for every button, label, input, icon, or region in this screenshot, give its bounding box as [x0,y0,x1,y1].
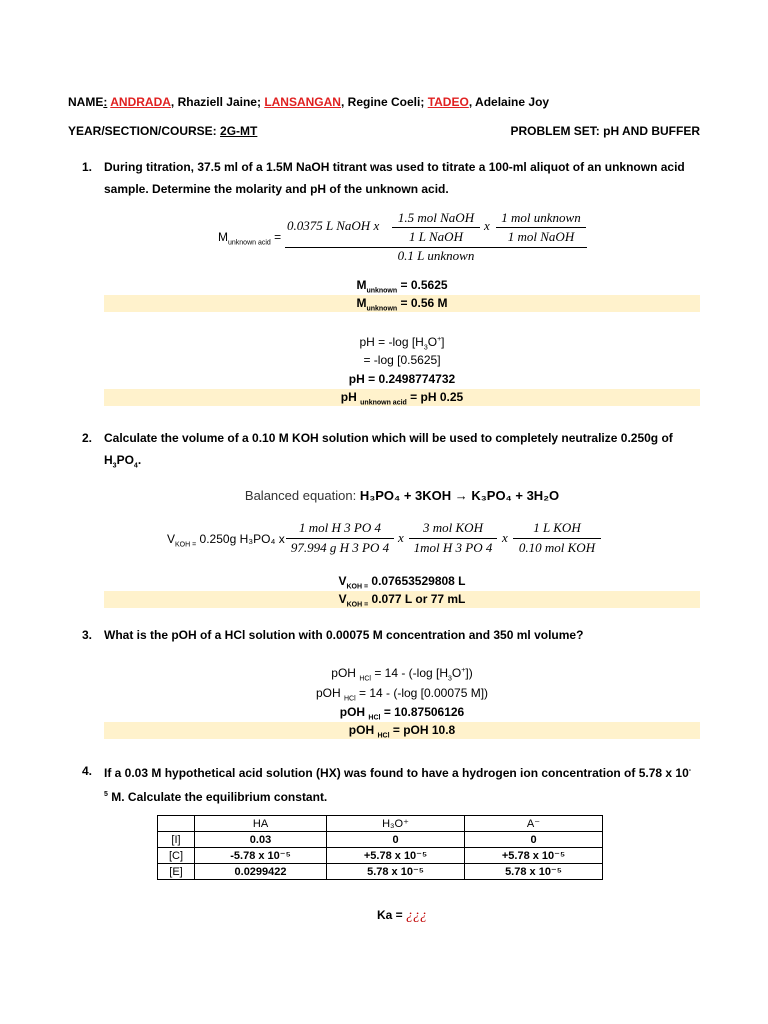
ice-cell: 5.78 x 10⁻⁵ [327,864,465,880]
ice-cell: 0.0299422 [195,864,327,880]
ice-cell: 0.03 [195,832,327,848]
q3-line-1: pOH $_{HCl}$ = 14 - (-log $[H_3O^+]$) [331,666,473,683]
q1-ph-final-highlight: pH $_{unknown acid}$ = pH 0.25 [104,389,700,406]
q1-frac1-num: 1.5 mol NaOH [397,210,475,225]
year-section-course-line [68,124,257,138]
q2-frac2-bar [409,538,497,539]
ice-table [157,815,603,880]
name-line: NAME: ANDRADA, Rhaziell Jaine; LANSANGAN, Regine Coeli; TADEO, Adelaine Joy [68,95,550,109]
q1-num-term: 0.0375 L NaOH x [287,218,380,233]
q1-times: x [484,218,490,233]
ice-table-row [158,848,603,864]
q3-number: 3. [82,628,93,642]
q1-lhs: $M_{unknown acid}$ = [218,230,282,247]
q1-frac1-bar [392,227,480,228]
q2-times-1: x [398,530,404,545]
ysc-label: YEAR/SECTION/COURSE: [68,124,217,138]
q1-frac2-num: 1 mol unknown [501,210,581,225]
q3-text: What is the pOH of a HCl solution with 0.00075 M concentration and 350 ml volume? [104,628,584,642]
q1-frac2-bar [496,227,586,228]
ice-cell: 5.78 x 10⁻⁵ [465,864,603,880]
q3-line-2: pOH $_{HCl}$ = 14 - (-log [0.00075 M]) [315,686,489,703]
q2-balanced-equation: Balanced equation: H₃PO₄ + 3KOH → K₃PO₄ + 3H₂O [244,488,560,503]
q2-times-2: x [502,530,508,545]
q2-frac2-den: 1mol H 3 PO 4 [413,540,493,555]
q2-frac1-den: 97.994 g H 3 PO 4 [290,540,390,555]
student-3-last-name: TADEO [427,95,469,109]
ice-cell: +5.78 x 10⁻⁵ [327,848,465,864]
q2-frac1-bar [286,538,394,539]
q1-text: During titration, 37.5 ml of a 1.5M NaOH titrant was used to titrate a 100-ml aliquot of an unknown acid sample. Determine the molarity and pH of the unknown acid. [104,160,685,196]
q2-frac3-den: 0.10 mol KOH [518,540,596,555]
q4-text: If a 0.03 M hypothetical acid solution (HX) was found to have a hydrogen ion concentration of 5.78 x 10- $^5$ M. Calculate the equilibrium constant. [104,766,692,804]
problem-set-title: PROBLEM SET: pH AND BUFFER [510,124,700,138]
q2-frac3-num: 1 L KOH [533,520,581,535]
q1-frac2-den: 1 mol NaOH [507,229,575,244]
ice-row-label: [C] [158,848,195,864]
ka-value: ¿¿¿ [406,908,427,923]
q1-ph-line-3: pH = 0.2498774732 [348,372,456,386]
q2-number: 2. [82,431,93,445]
q1-number: 1. [82,160,93,174]
ice-table-row [158,832,603,848]
q1-result-1: $M_{unknown} = 0.5625$ [356,278,448,295]
q2-result-1: $V_{KOH =}$ 0.07653529808 L [338,574,466,591]
q2-result-2-highlight: $V_{KOH =}$ 0.077 L or 77 mL [104,591,700,608]
ice-row-label: [I] [158,832,195,848]
q2-frac1-num: 1 mol H 3 PO 4 [299,520,381,535]
ka-line [104,908,700,924]
ice-header-cell [158,816,195,832]
q1-ph-line-2: = -log [0.5625] [363,353,441,367]
q3-final-highlight: pOH $_{HCl}$ = pOH 10.8 [104,722,700,739]
student-1-last-name: ANDRADA [110,95,171,109]
q3-line-3: pOH $_{HCl}$ = 10.87506126 [339,705,465,722]
ice-table-row [158,864,603,880]
ice-cell: +5.78 x 10⁻⁵ [465,848,603,864]
ka-label: Ka = [376,908,406,922]
student-3-first-name: Adelaine Joy [475,95,550,109]
q1-ph-line-1: pH = -log $[H_3O^+]$ [359,335,445,352]
ice-header-cell: A⁻ [465,816,603,832]
q2-lhs: $V_{KOH =}$ 0.250g H₃PO₄ x [167,532,285,549]
q1-frac1-den: 1 L NaOH [409,229,463,244]
q2-frac2-num: 3 mol KOH [423,520,483,535]
ice-cell: 0 [465,832,603,848]
q1-den-term: 0.1 L unknown [397,248,475,263]
q1-result-2-highlight: $M_{unknown} = 0.56$ M [104,295,700,312]
q4-number: 4. [82,764,93,778]
ice-table-header-row [158,816,603,832]
ice-row-label: [E] [158,864,195,880]
ice-header-cell: H₃O⁺ [327,816,465,832]
student-2-last-name: LANSANGAN [264,95,341,109]
student-1-first-name: Rhaziell Jaine; [177,95,261,109]
ice-cell: -5.78 x 10⁻⁵ [195,848,327,864]
ice-header-cell: HA [195,816,327,832]
student-2-first-name: Regine Coeli; [347,95,425,109]
q2-text: Calculate the volume of a 0.10 M KOH solution which will be used to completely neutralize 0.250g of $H_3PO_4$. [104,431,673,470]
q2-frac3-bar [513,538,601,539]
name-label: NAME [68,95,104,109]
ysc-value: 2G-MT [220,124,258,138]
ice-cell: 0 [327,832,465,848]
